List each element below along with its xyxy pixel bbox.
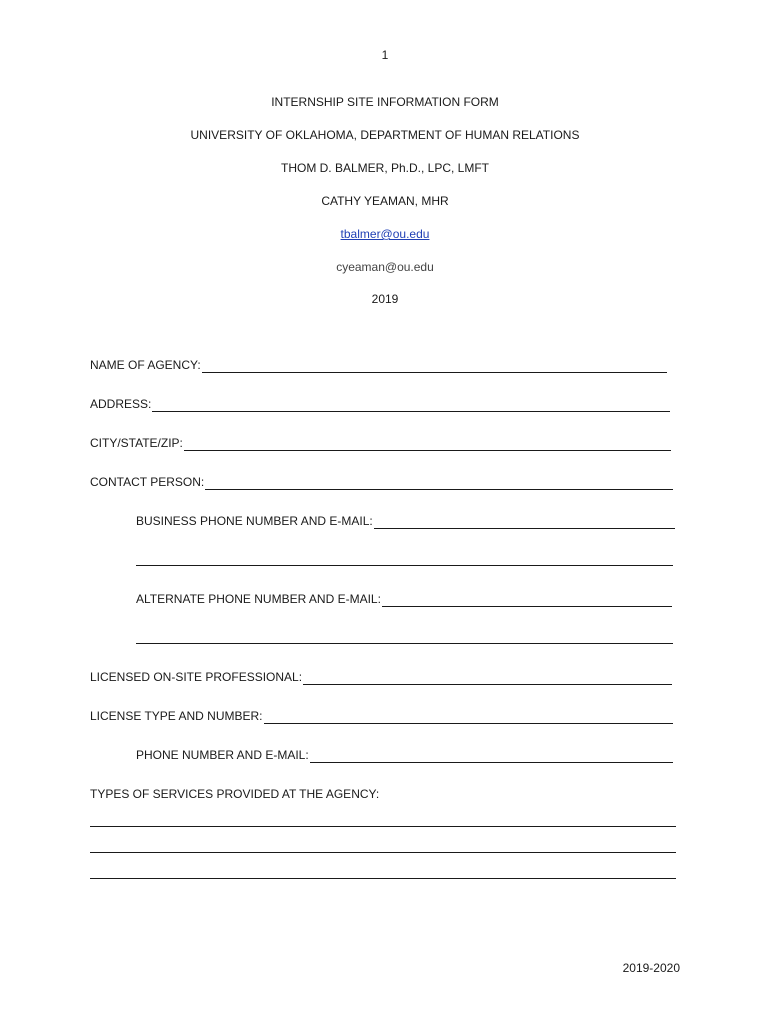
phone-email-field xyxy=(136,747,673,763)
agency-name-blank[interactable] xyxy=(202,360,667,373)
address-field xyxy=(90,396,670,412)
agency-name-field xyxy=(90,357,667,373)
alternate-phone-email-blank-2[interactable] xyxy=(136,643,673,644)
agency-name-label: NAME OF AGENCY: xyxy=(90,358,201,372)
licensed-professional-blank[interactable] xyxy=(303,672,672,685)
services-label: TYPES OF SERVICES PROVIDED AT THE AGENCY: xyxy=(90,787,380,801)
city-state-zip-field xyxy=(90,435,671,451)
services-blank-1[interactable] xyxy=(90,826,676,827)
city-state-zip-blank[interactable] xyxy=(184,438,671,451)
license-type-number-blank[interactable] xyxy=(264,711,674,724)
contact-person-field xyxy=(90,474,673,490)
business-phone-email-field xyxy=(136,513,675,529)
contact1-name: THOM D. BALMER, Ph.D., LPC, LMFT xyxy=(280,161,490,175)
licensed-professional-label: LICENSED ON-SITE PROFESSIONAL: xyxy=(90,670,303,684)
license-type-number-label: LICENSE TYPE AND NUMBER: xyxy=(90,709,263,723)
contact-person-label: CONTACT PERSON: xyxy=(90,475,205,489)
city-state-zip-label: CITY/STATE/ZIP: xyxy=(90,436,183,450)
address-blank[interactable] xyxy=(152,399,670,412)
business-phone-email-blank-2[interactable] xyxy=(136,565,673,566)
alternate-phone-email-label: ALTERNATE PHONE NUMBER AND E-MAIL: xyxy=(136,592,381,606)
licensed-professional-field xyxy=(90,669,672,685)
contact2-email-row xyxy=(0,259,770,275)
services-blank-2[interactable] xyxy=(90,852,676,853)
contact1-email-link[interactable]: tbalmer@ou.edu xyxy=(340,227,430,241)
contact2-name: CATHY YEAMAN, MHR xyxy=(321,194,449,208)
services-field xyxy=(90,786,675,802)
form-title: INTERNSHIP SITE INFORMATION FORM xyxy=(271,95,499,109)
contact2-email: cyeaman@ou.edu xyxy=(336,260,434,274)
address-label: ADDRESS: xyxy=(90,397,152,411)
business-phone-email-blank[interactable] xyxy=(374,516,675,529)
phone-email-label: PHONE NUMBER AND E-MAIL: xyxy=(136,748,309,762)
business-phone-email-label: BUSINESS PHONE NUMBER AND E-MAIL: xyxy=(136,514,373,528)
contact1-email-row xyxy=(0,226,770,242)
page-number: 1 xyxy=(381,48,389,62)
services-blank-3[interactable] xyxy=(90,878,676,879)
alternate-phone-email-blank[interactable] xyxy=(382,594,672,607)
academic-year-footer: 2019-2020 xyxy=(622,961,680,975)
phone-email-blank[interactable] xyxy=(310,750,673,763)
institution-line: UNIVERSITY OF OKLAHOMA, DEPARTMENT OF HUMAN RELATIONS xyxy=(190,128,580,142)
license-type-number-field xyxy=(90,708,673,724)
contact-person-blank[interactable] xyxy=(205,477,673,490)
form-year: 2019 xyxy=(371,292,399,306)
alternate-phone-email-field xyxy=(136,591,672,607)
